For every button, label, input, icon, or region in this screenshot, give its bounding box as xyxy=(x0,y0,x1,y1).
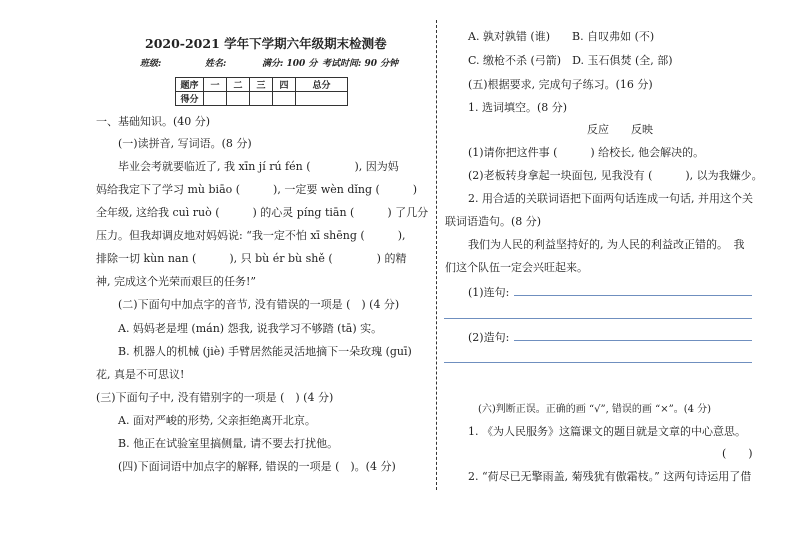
score-cell xyxy=(227,92,250,106)
option-3b: B. 他正在试验室里搞侧量, 请不要去打扰他。 xyxy=(118,437,339,450)
options-cd: C. 缴枪不杀 (弓箭) D. 玉石俱焚 (全, 部) xyxy=(468,54,673,67)
option-2b: B. 机器人的机械 (jiè) 手臂居然能灵活地摘下一朵玫瑰 (guī) xyxy=(118,345,412,358)
score-cell xyxy=(204,92,227,106)
passage-line-5: 排除一切 kùn nan ( ), 只 bù ér bù shě ( ) 的精 xyxy=(96,252,407,265)
make-sentence-answer-line-2[interactable] xyxy=(444,362,752,363)
score-cell xyxy=(273,92,296,106)
score-table-header-row xyxy=(176,78,348,92)
name-label: 姓名: xyxy=(205,59,227,69)
score-row-label: 得分 xyxy=(176,92,204,106)
combine-answer-line-2[interactable] xyxy=(444,318,752,319)
score-table-score-row xyxy=(176,92,348,106)
judgement-1-answer-parens[interactable]: ( ) xyxy=(722,447,753,460)
question-1a: (1)请你把这件事 ( ) 给校长, 他会解决的。 xyxy=(468,146,705,159)
section-5-heading: (五)根据要求, 完成句子练习。(16 分) xyxy=(468,78,653,91)
full-score-label: 满分: 100 分 xyxy=(262,59,318,69)
score-table xyxy=(175,77,348,106)
section-1-4-heading: (四)下面词语中加点字的解释, 错误的一项是 ( )。(4 分) xyxy=(118,460,396,473)
make-sentence-label: (2)造句: xyxy=(468,331,510,344)
option-3a: A. 面对严峻的形势, 父亲拒绝离开北京。 xyxy=(118,414,316,427)
class-label: 班级: xyxy=(140,59,162,69)
combine-answer-line-1[interactable] xyxy=(514,295,752,296)
section-1-3-heading: (三)下面句子中, 没有错别字的一项是 ( ) (4 分) xyxy=(96,391,334,404)
score-header-cell: 一 xyxy=(204,78,227,92)
score-header-cell: 题序 xyxy=(176,78,204,92)
passage-line-4: 压力。但我却调皮地对妈妈说: “我一定不怕 xī shēng ( ), xyxy=(96,229,406,242)
section-1-1-heading: (一)读拼音, 写词语。(8 分) xyxy=(118,137,252,150)
question-1b: (2)老板转身拿起一块面包, 见我没有 ( ), 以为我嫌少。 xyxy=(468,169,763,182)
options-ab: A. 孰对孰错 (谁) B. 自叹弗如 (不) xyxy=(468,30,655,43)
page-title: 2020-2021 学年下学期六年级期末检测卷 xyxy=(145,36,387,51)
question-2-line-1: 2. 用合适的关联词语把下面两句话连成一句话, 并用这个关 xyxy=(468,192,753,205)
score-cell xyxy=(296,92,348,106)
section-6-heading: (六)判断正误。正确的画 “√”, 错误的画 “×”。(4 分) xyxy=(478,404,712,415)
combine-sentence-label: (1)连句: xyxy=(468,286,510,299)
score-header-cell: 四 xyxy=(273,78,296,92)
column-divider xyxy=(436,20,437,490)
question-2-sentence-1: 我们为人民的利益坚持好的, 为人民的利益改正错的。 我 xyxy=(468,238,745,251)
exam-time-label: 考试时间: 90 分钟 xyxy=(322,59,399,69)
section-1-heading: 一、基础知识。(40 分) xyxy=(96,115,211,128)
section-1-2-heading: (二)下面句中加点字的音节, 没有错误的一项是 ( ) (4 分) xyxy=(118,298,400,311)
make-sentence-answer-line-1[interactable] xyxy=(514,340,752,341)
word-choices: 反应 反映 xyxy=(587,123,653,136)
question-2-sentence-2: 们这个队伍一定会兴旺起来。 xyxy=(445,261,588,274)
passage-line-3: 全年级, 这给我 cuì ruò ( ) 的心灵 píng tiān ( ) 了几分 xyxy=(96,206,429,219)
score-header-cell: 二 xyxy=(227,78,250,92)
passage-line-1: 毕业会考就要临近了, 我 xīn jí rú fén ( ), 因为妈 xyxy=(118,160,399,173)
judgement-1: 1. 《为人民服务》这篇课文的题目就是文章的中心意思。 xyxy=(468,425,746,438)
score-header-cell: 三 xyxy=(250,78,273,92)
question-2-line-2: 联词语造句。(8 分) xyxy=(445,215,542,228)
option-2a: A. 妈妈老是埋 (mán) 怨我, 说我学习不够踏 (tā) 实。 xyxy=(118,322,383,335)
option-2b-continued: 花, 真是不可思议! xyxy=(96,368,185,381)
passage-line-2: 妈给我定下了学习 mù biāo ( ), 一定要 wèn dǐng ( ) xyxy=(96,183,418,196)
passage-line-6: 神, 完成这个光荣而艰巨的任务!” xyxy=(96,275,257,288)
judgement-2: 2. “荷尽已无擎雨盖, 菊残犹有傲霜枝。” 这两句诗运用了借 xyxy=(468,470,752,483)
score-header-cell: 总分 xyxy=(296,78,348,92)
question-1-heading: 1. 选词填空。(8 分) xyxy=(468,101,568,114)
score-cell xyxy=(250,92,273,106)
